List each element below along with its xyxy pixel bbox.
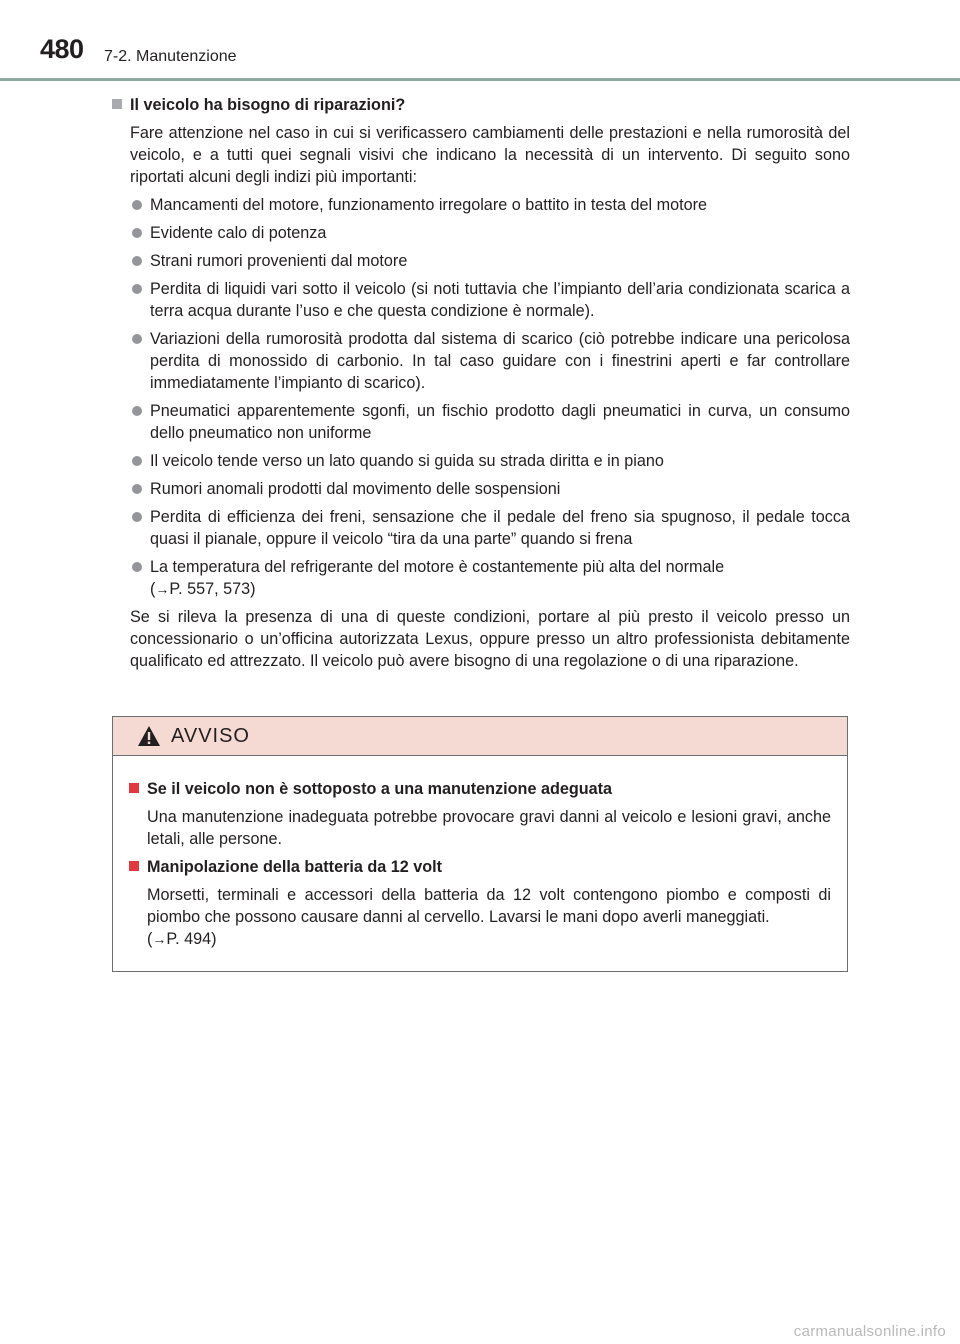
square-bullet-icon (129, 861, 139, 871)
circle-bullet-icon (132, 284, 142, 294)
list-item (130, 278, 850, 322)
circle-bullet-icon (132, 256, 142, 266)
section-heading (112, 94, 850, 116)
circle-bullet-icon (132, 562, 142, 572)
list-item (130, 478, 850, 500)
main-content (112, 94, 850, 678)
list-item (130, 556, 850, 600)
circle-bullet-icon (132, 484, 142, 494)
list-item-text: Strani rumori provenienti dal motore (150, 252, 408, 270)
warning-heading-text: Se il veicolo non è sottoposto a una manutenzione adeguata (147, 780, 613, 798)
warning-item-text-main: Morsetti, terminali e accessori della batteria da 12 volt contengono piombo e composti di piombo che possono causare danni al cervello. Lavarsi le mani dopo averli maneggiati. (147, 886, 831, 926)
list-item-text: Evidente calo di potenza (150, 224, 327, 242)
list-item-text: Variazioni della rumorosità prodotta dal sistema di scarico (ciò potrebbe indicare una pericolosa perdita di monossido di carbonio. In tal caso guidare con i finestrini aperti e far controllare immediatamente l’impianto di scarico). (150, 330, 850, 392)
arrow-right-icon: → (155, 581, 170, 597)
list-item-text: Rumori anomali prodotti dal movimento delle sospensioni (150, 480, 561, 498)
circle-bullet-icon (132, 200, 142, 210)
list-item (130, 194, 850, 216)
warning-item-heading (129, 856, 831, 878)
list-item (130, 400, 850, 444)
list-item-text: Il veicolo tende verso un lato quando si guida su strada diritta e in piano (150, 452, 664, 470)
watermark: carmanualsonline.info (793, 1323, 946, 1340)
header-divider (0, 78, 960, 81)
arrow-right-icon: → (152, 931, 167, 947)
list-item (130, 328, 850, 394)
circle-bullet-icon (132, 512, 142, 522)
warning-triangle-icon (137, 725, 161, 747)
square-bullet-icon (129, 783, 139, 793)
warning-item-heading (129, 778, 831, 800)
page-header (0, 0, 960, 80)
warning-item-text: Morsetti, terminali e accessori della batteria da 12 volt contengono piombo e composti di piombo che possono causare danni al cervello. Lavarsi le mani dopo averli maneggiati. (→P. 494) (147, 886, 831, 948)
circle-bullet-icon (132, 456, 142, 466)
list-item-text: Mancamenti del motore, funzionamento irregolare o battito in testa del motore (150, 196, 707, 214)
list-item-text: Pneumatici apparentemente sgonfi, un fischio prodotto dagli pneumatici in curva, un consumo dello pneumatico non uniforme (150, 402, 850, 442)
circle-bullet-icon (132, 228, 142, 238)
list-item-text: Perdita di efficienza dei freni, sensazione che il pedale del freno sia spugnoso, il pedale tocca quasi il pianale, oppure il veicolo “tira da una parte” quando si frena (150, 508, 850, 548)
square-bullet-icon (112, 99, 122, 109)
section-title: 7-2. Manutenzione (104, 48, 237, 65)
warning-item-text: Una manutenzione inadeguata potrebbe provocare gravi danni al veicolo e lesioni gravi, anche letali, alle persone. (147, 808, 831, 848)
closing-paragraph: Se si rileva la presenza di una di queste condizioni, portare al più presto il veicolo presso un concessionario o un’officina autorizzata Lexus, oppure presso un altro professionista debitamente qualificato ed attrezzato. Il veicolo può avere bisogno di una regolazione o di una riparazione. (130, 608, 850, 670)
list-item-text: Perdita di liquidi vari sotto il veicolo (si noti tuttavia che l’impianto dell’aria condizionata scarica a terra acqua durante l’uso e che questa condizione è normale). (150, 280, 850, 320)
warning-title: AVVISO (171, 724, 250, 747)
warning-box (112, 716, 848, 972)
warning-heading-text: Manipolazione della batteria da 12 volt (147, 858, 443, 876)
list-item (130, 222, 850, 244)
list-item (130, 250, 850, 272)
page-number: 480 (40, 34, 84, 64)
intro-paragraph: Fare attenzione nel caso in cui si verificassero cambiamenti delle prestazioni e nella rumorosità del veicolo, e a tutti quei segnali visivi che indicano la necessità di un intervento. Di seguito sono riportati alcuni degli indizi più importanti: (130, 124, 850, 186)
page-reference-link[interactable]: P. 494 (166, 930, 212, 948)
list-item (130, 450, 850, 472)
list-item-text: La temperatura del refrigerante del motore è costantemente più alta del normale (→P. 557, 573) (150, 558, 725, 598)
page-reference-link[interactable]: P. 557, 573 (169, 580, 251, 598)
warning-header (113, 717, 847, 756)
warning-body (113, 756, 847, 950)
list-item-text-main: La temperatura del refrigerante del motore è costantemente più alta del normale (150, 558, 725, 576)
heading-text: Il veicolo ha bisogno di riparazioni? (130, 96, 406, 114)
list-item (130, 506, 850, 550)
circle-bullet-icon (132, 334, 142, 344)
circle-bullet-icon (132, 406, 142, 416)
